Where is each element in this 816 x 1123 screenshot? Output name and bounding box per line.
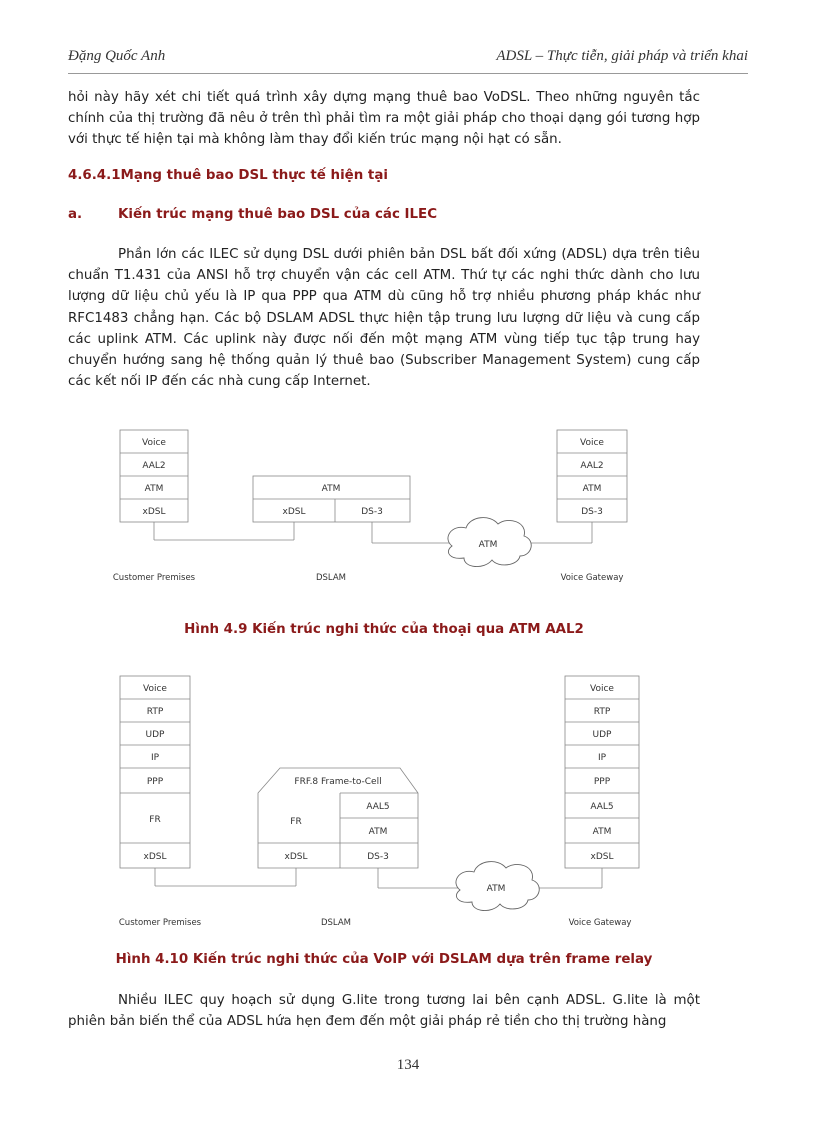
body-paragraph: Phần lớn các ILEC sử dụng DSL dưới phiên bản DSL bất đối xứng (ADSL) dựa trên tiêu chuẩn T1.431 của ANSI hỗ trợ chuyển vận các cell ATM. Thứ tự các nghi thức dành cho lưu lượng dữ liệu chủ yếu là IP qua PPP qua ATM dù cũng hỗ trợ nhiều phương pháp khác như RFC1483 chẳng hạn. Các bộ DSLAM ADSL thực hiện tập trung lưu lượng dữ liệu và cung cấp các uplink ATM. Các uplink này được nối đến một mạng ATM vùng tiếp tục tập trung hay chuyển hướng sang hệ thống quản lý thuê bao (Subscriber Management System) cung cấp các kết nối IP đến các nhà cung cấp Internet. — [68, 247, 700, 390]
fig1-label-dslam: DSLAM — [315, 573, 347, 583]
fig2-customer-stack — [120, 676, 190, 868]
fig2-dslam-left-top: FR — [290, 817, 302, 827]
fig2-gateway-stack — [565, 676, 639, 868]
fig1-customer-layer: Voice — [142, 438, 166, 448]
fig1-gateway-layer: ATM — [582, 484, 602, 494]
fig2-customer-layer: RTP — [146, 707, 164, 717]
figure-2-caption: Hình 4.10 Kiến trúc nghi thức của VoIP với DSLAM dựa trên frame relay — [115, 952, 653, 967]
fig2-label-dslam: DSLAM — [320, 918, 352, 928]
fig1-customer-layer: AAL2 — [142, 461, 166, 471]
fig2-dslam-right-layer: DS-3 — [367, 852, 389, 862]
fig2-gateway-layer: IP — [597, 753, 607, 763]
fig1-gateway-stack — [557, 430, 627, 522]
fig2-cloud-label: ATM — [486, 884, 506, 894]
section-title: Mạng thuê bao DSL thực tế hiện tại — [120, 168, 388, 183]
fig2-dslam-stack — [258, 768, 418, 868]
header-author: Đặng Quốc Anh — [68, 48, 166, 64]
header-book-title: ADSL – Thực tiễn, giải pháp và triển khai — [496, 48, 748, 64]
fig1-customer-stack — [120, 430, 188, 522]
fig2-customer-layer: PPP — [146, 777, 164, 787]
fig2-gateway-layer: AAL5 — [590, 802, 614, 812]
fig2-customer-layer: IP — [150, 753, 160, 763]
subsection-label: a. — [68, 207, 83, 222]
fig2-gateway-layer: Voice — [590, 684, 614, 694]
fig1-customer-layer: xDSL — [142, 507, 166, 517]
fig1-label-gateway: Voice Gateway — [560, 573, 624, 583]
fig2-customer-layer: FR — [149, 815, 161, 825]
fig2-gateway-layer: UDP — [592, 730, 612, 740]
fig1-gateway-layer: DS-3 — [581, 507, 603, 517]
fig1-dslam-stack — [253, 476, 410, 522]
fig1-gateway-layer: Voice — [580, 438, 604, 448]
fig2-gateway-layer: PPP — [593, 777, 611, 787]
fig2-customer-layer: UDP — [145, 730, 165, 740]
fig1-cloud-label: ATM — [478, 540, 498, 550]
closing-paragraph: Nhiều ILEC quy hoạch sử dụng G.lite trong tương lai bên cạnh ADSL. G.lite là một phiên bản biến thể của ADSL hứa hẹn đem đến một giải pháp rẻ tiền cho thị trường hàng — [68, 993, 700, 1030]
fig1-label-customer: Customer Premises — [112, 573, 196, 583]
page-header — [68, 48, 748, 70]
figure-2-diagram — [100, 670, 660, 932]
header-rule — [68, 73, 748, 74]
fig2-dslam-right-layer: ATM — [368, 827, 388, 837]
section-number: 4.6.4.1 — [68, 168, 121, 183]
fig2-dslam-right-layer: AAL5 — [366, 802, 390, 812]
fig2-gateway-layer: RTP — [593, 707, 611, 717]
page-number: 134 — [396, 1057, 420, 1073]
section-heading — [68, 168, 388, 183]
fig2-dslam-left-bottom: xDSL — [284, 852, 308, 862]
fig2-gateway-layer: xDSL — [590, 852, 614, 862]
fig1-dslam-left: xDSL — [282, 507, 306, 517]
fig2-gateway-layer: ATM — [592, 827, 612, 837]
fig2-label-customer: Customer Premises — [118, 918, 202, 928]
figure-1-caption: Hình 4.9 Kiến trúc nghi thức của thoại qua ATM AAL2 — [184, 622, 584, 637]
fig1-gateway-layer: AAL2 — [580, 461, 604, 471]
fig2-dslam-top: FRF.8 Frame-to-Cell — [294, 777, 382, 787]
intro-paragraph: hỏi này hãy xét chi tiết quá trình xây dựng mạng thuê bao VoDSL. Theo những nguyên tắc chính của thị trường đã nêu ở trên thì phải tìm ra một giải pháp cho thoại dạng gói tương hợp với thực tế hiện tại mà không làm thay đổi kiến trúc mạng nội hạt có sẵn. — [68, 90, 700, 148]
figure-1-diagram — [100, 418, 660, 590]
subsection-title: Kiến trúc mạng thuê bao DSL của các ILEC — [118, 207, 438, 222]
fig2-customer-layer: Voice — [143, 684, 167, 694]
fig2-customer-layer: xDSL — [143, 852, 167, 862]
fig1-customer-layer: ATM — [144, 484, 164, 494]
fig2-label-gateway: Voice Gateway — [568, 918, 632, 928]
fig1-dslam-top: ATM — [321, 484, 341, 494]
fig1-dslam-right: DS-3 — [361, 507, 383, 517]
